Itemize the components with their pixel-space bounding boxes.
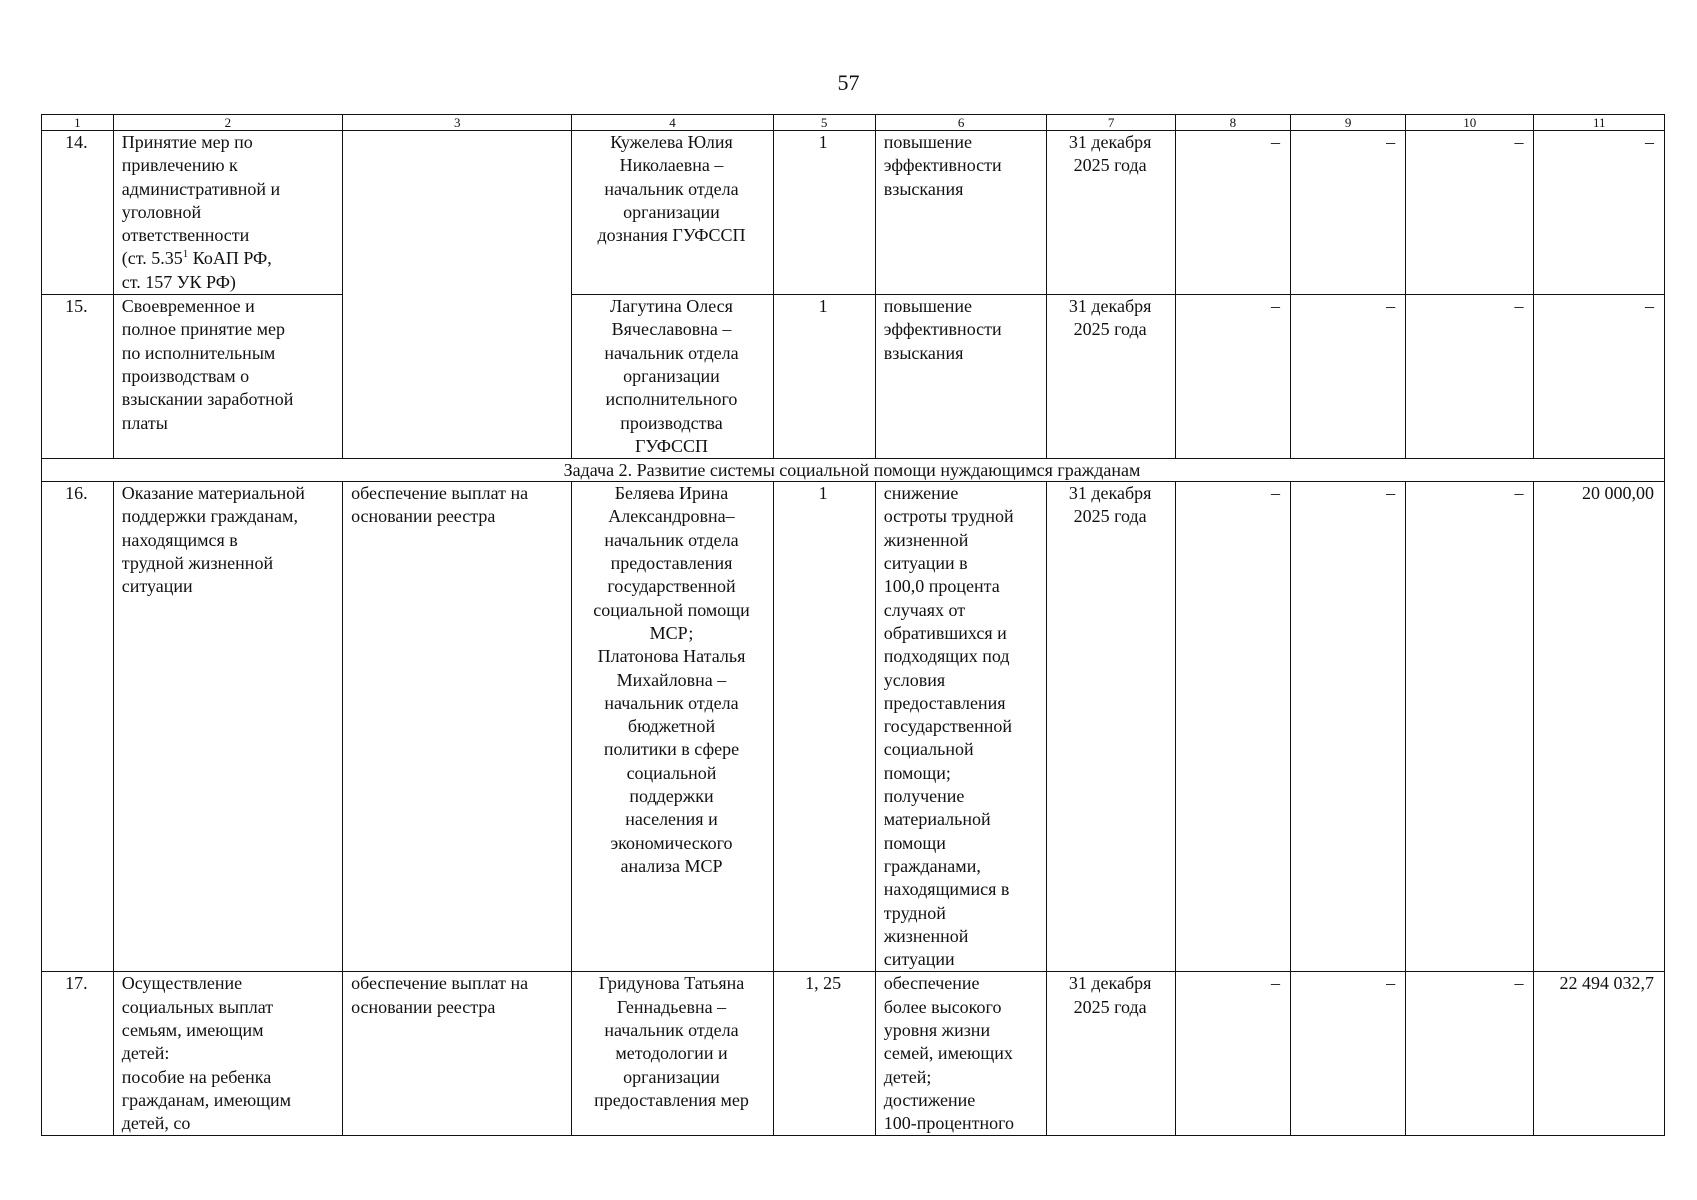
funding-cell: –	[1290, 295, 1405, 459]
mechanism-cell-empty	[343, 131, 572, 459]
measure-cell: Осуществление социальных выплат семьям, имеющим детей: пособие на ребенка гражданам, имеющим детей, со	[113, 972, 342, 1136]
funding-cell: –	[1175, 972, 1290, 1136]
column-number: 6	[875, 115, 1047, 131]
row-number: 15.	[42, 295, 114, 459]
executor-cell: Кужелева Юлия Николаевна – начальник отдела организации дознания ГУФССП	[572, 131, 773, 295]
funding-cell: –	[1534, 295, 1665, 459]
deadline-cell: 31 декабря 2025 года	[1047, 295, 1175, 459]
column-number: 11	[1534, 115, 1665, 131]
funding-cell: –	[1406, 482, 1534, 972]
indicator-cell: 1	[773, 295, 875, 459]
funding-cell: –	[1534, 131, 1665, 295]
executor-cell: Гридунова Татьяна Геннадьевна – начальник отдела методологии и организации предоставления мер	[572, 972, 773, 1136]
table-row	[42, 131, 1665, 295]
funding-cell: –	[1175, 295, 1290, 459]
measures-table	[41, 114, 1665, 1136]
task-heading-row	[42, 459, 1665, 482]
footnote-superscript: 1	[182, 248, 189, 261]
mechanism-cell: обеспечение выплат на основании реестра	[343, 482, 572, 972]
result-cell: снижение остроты трудной жизненной ситуации в 100,0 процента случаях от обратившихся и подходящих под условия предоставления государственной социальной помощи; получение материальной помощи гражданами, находящимися в трудной жизненной ситуации	[875, 482, 1047, 972]
column-number: 8	[1175, 115, 1290, 131]
executor-cell: Лагутина Олеся Вячеславовна – начальник отдела организации исполнительного производства ГУФССП	[572, 295, 773, 459]
row-number: 16.	[42, 482, 114, 972]
indicator-cell: 1, 25	[773, 972, 875, 1136]
mechanism-cell: обеспечение выплат на основании реестра	[343, 972, 572, 1136]
column-number: 5	[773, 115, 875, 131]
column-number: 3	[343, 115, 572, 131]
funding-cell: –	[1175, 482, 1290, 972]
measure-cell	[113, 131, 342, 295]
result-cell: повышение эффективности взыскания	[875, 295, 1047, 459]
task-heading: Задача 2. Развитие системы социальной помощи нуждающимся гражданам	[42, 459, 1665, 482]
result-cell: повышение эффективности взыскания	[875, 131, 1047, 295]
executor-cell: Беляева Ирина Александровна– начальник отдела предоставления государственной социальной помощи МСР; Платонова Наталья Михайловна – начальник отдела бюджетной политики в сфере социальной поддержки населения и экономического анализа МСР	[572, 482, 773, 972]
column-number: 4	[572, 115, 773, 131]
table-row	[42, 972, 1665, 1136]
funding-amount-cell: 22 494 032,7	[1534, 972, 1665, 1136]
deadline-cell: 31 декабря 2025 года	[1047, 972, 1175, 1136]
measure-cell: Оказание материальной поддержки гражданам, находящимся в трудной жизненной ситуации	[113, 482, 342, 972]
indicator-cell: 1	[773, 482, 875, 972]
deadline-cell: 31 декабря 2025 года	[1047, 482, 1175, 972]
result-cell: обеспечение более высокого уровня жизни семей, имеющих детей; достижение 100-процентного	[875, 972, 1047, 1136]
column-number-row	[42, 115, 1665, 131]
funding-cell: –	[1406, 131, 1534, 295]
indicator-cell: 1	[773, 131, 875, 295]
deadline-cell: 31 декабря 2025 года	[1047, 131, 1175, 295]
funding-cell: –	[1175, 131, 1290, 295]
row-number: 14.	[42, 131, 114, 295]
measure-text: Принятие мер по привлечению к административной и уголовной ответственности (ст. 5.35	[121, 132, 281, 269]
row-number: 17.	[42, 972, 114, 1136]
funding-cell: –	[1406, 972, 1534, 1136]
measure-cell: Своевременное и полное принятие мер по исполнительным производствам о взыскании заработной платы	[113, 295, 342, 459]
page-number: 57	[837, 70, 860, 95]
column-number: 9	[1290, 115, 1405, 131]
funding-cell: –	[1290, 482, 1405, 972]
table-row	[42, 482, 1665, 972]
funding-cell: –	[1290, 972, 1405, 1136]
funding-cell: –	[1290, 131, 1405, 295]
column-number: 10	[1406, 115, 1534, 131]
funding-amount-cell: 20 000,00	[1534, 482, 1665, 972]
column-number: 2	[113, 115, 342, 131]
column-number: 7	[1047, 115, 1175, 131]
table-row	[42, 295, 1665, 459]
column-number: 1	[42, 115, 114, 131]
funding-cell: –	[1406, 295, 1534, 459]
measure-text-tail: КоАП РФ, ст. 157 УК РФ)	[121, 248, 272, 292]
